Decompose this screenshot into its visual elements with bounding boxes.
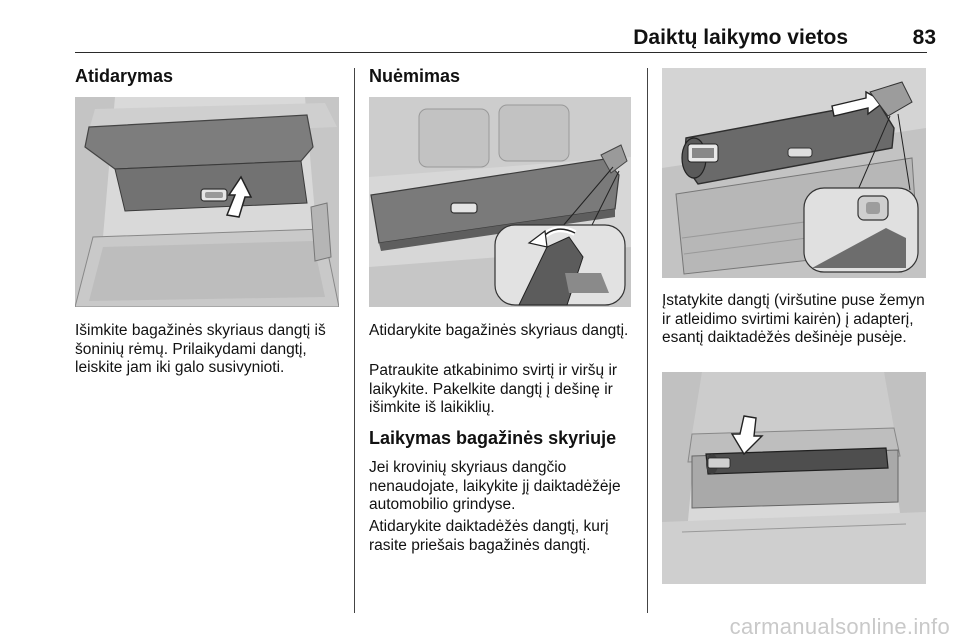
subheading-storage: Laikymas bagažinės skyriuje — [369, 428, 617, 448]
figure-cover-opening — [75, 97, 339, 307]
figure-insert-adapter — [662, 68, 926, 278]
paragraph-pull-lever: Patraukite atkabinimo svirtį ir viršų ir laikykite. Pakelkite dangtį į dešinę ir išimkite iš laikiklių. — [369, 362, 618, 416]
column-divider-2 — [647, 68, 648, 613]
section-heading-opening: Atidarymas — [75, 66, 174, 86]
watermark: carmanualsonline.info — [729, 614, 950, 639]
paragraph-insert-cover: Įstatykite dangtį (viršutine puse žemyn ir atleidimo svirtimi kairėn) į adapterį, esantį daiktadėžės dešinėje pusėje. — [662, 292, 925, 346]
page-number: 83 — [912, 26, 936, 49]
paragraph-opening: Išimkite bagažinės skyriaus dangtį iš šoninių rėmų. Prilaikydami dangtį, leiskite jam iki galo susivynioti. — [75, 322, 326, 376]
column-divider-1 — [354, 68, 355, 613]
figure-cover-removal — [369, 97, 631, 307]
paragraph-open-box-lid: Atidarykite daiktadėžės dangtį, kurį rasite priešais bagažinės dangtį. — [369, 518, 609, 554]
header-rule — [75, 52, 927, 53]
figure-storage-compartment — [662, 372, 926, 584]
running-header-title: Daiktų laikymo vietos — [633, 26, 848, 49]
paragraph-storage-box: Jei krovinių skyriaus dangčio nenaudojate, laikykite jį daiktadėžėje automobilio grindyse. — [369, 459, 621, 513]
paragraph-open-cover: Atidarykite bagažinės skyriaus dangtį. — [369, 322, 629, 339]
section-heading-removal: Nuėmimas — [369, 66, 461, 86]
